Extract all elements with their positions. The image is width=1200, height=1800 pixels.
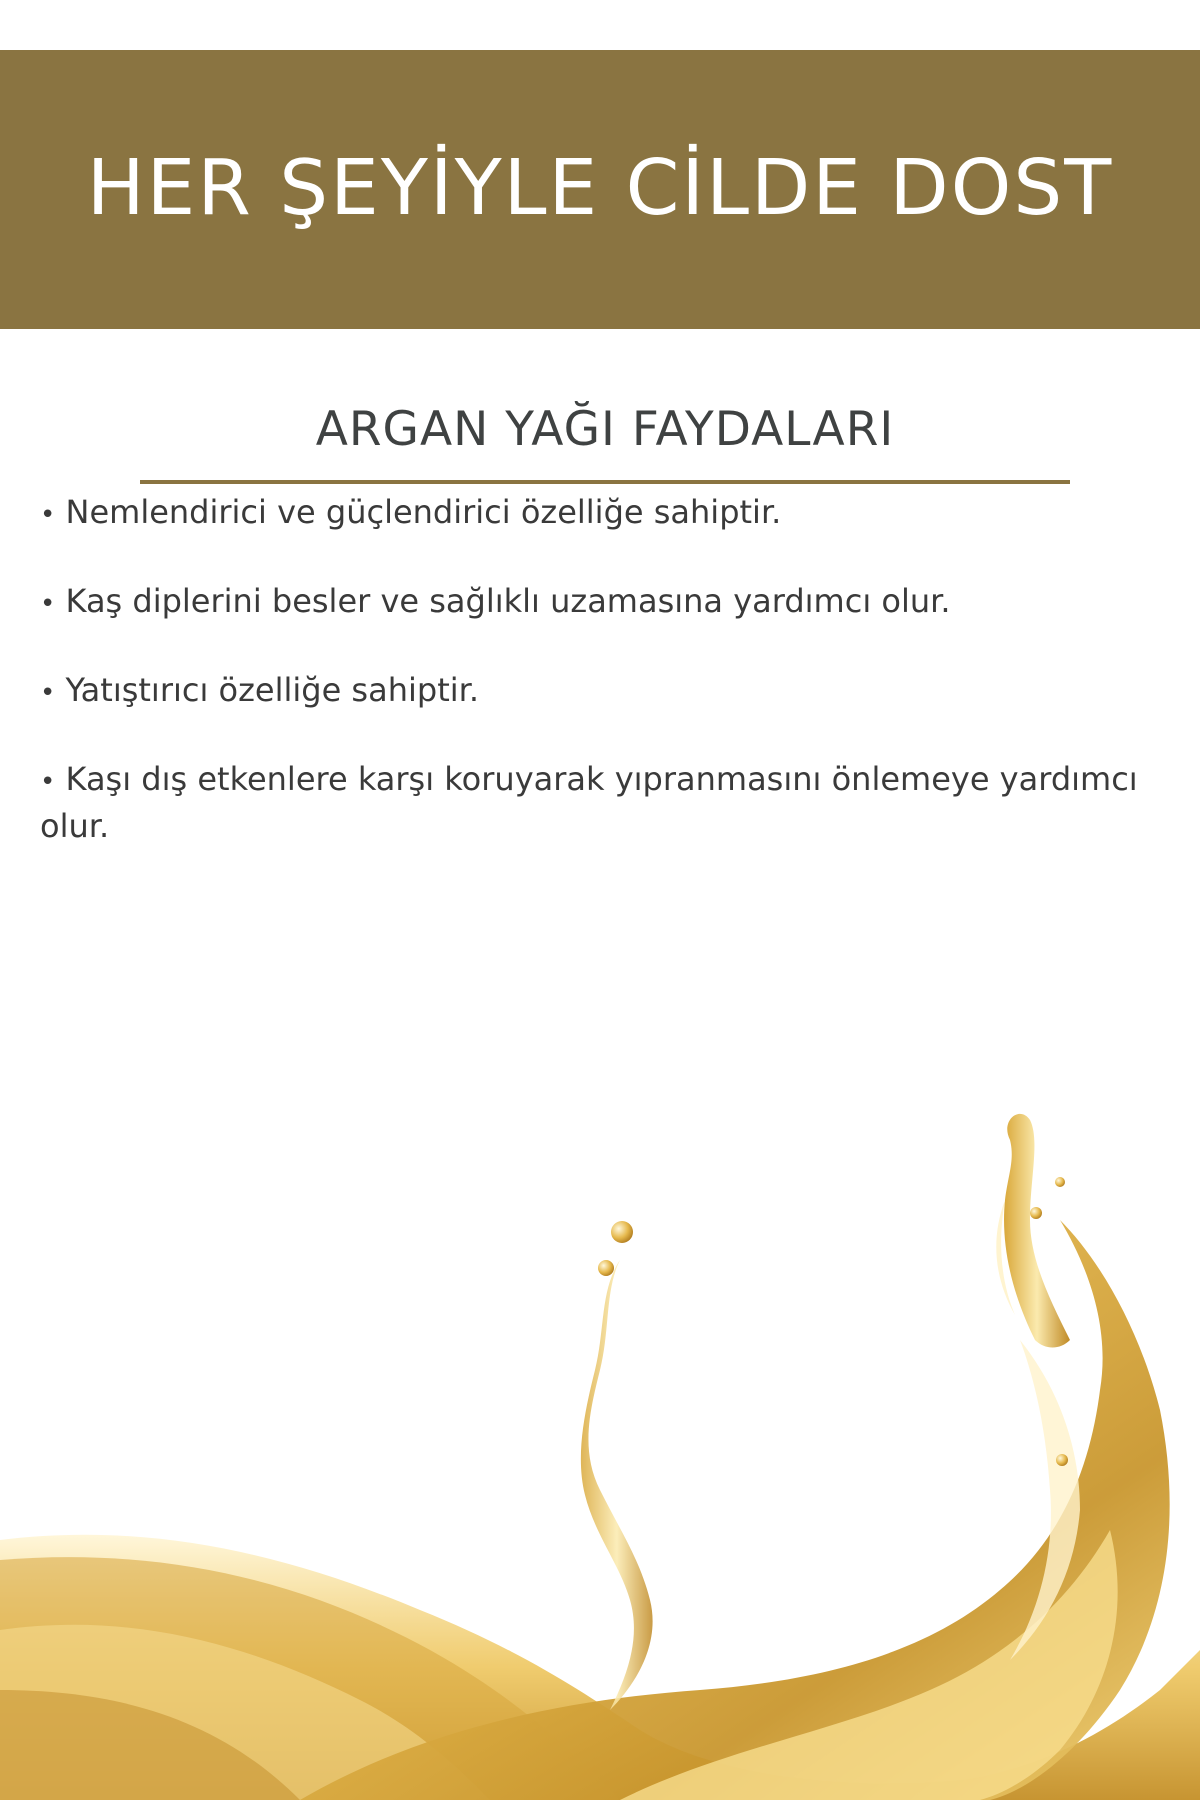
benefit-text: Kaşı dış etkenlere karşı koruyarak yıpranmasını önlemeye yardımcı olur. xyxy=(40,760,1138,845)
benefit-text: Kaş diplerini besler ve sağlıklı uzamasına yardımcı olur. xyxy=(65,582,951,620)
oil-droplet xyxy=(611,1221,633,1243)
benefit-text: Nemlendirici ve güçlendirici özelliğe sahiptir. xyxy=(65,493,782,531)
benefit-item xyxy=(40,579,1140,626)
header-banner xyxy=(0,50,1200,329)
benefit-item xyxy=(40,668,1140,715)
oil-droplet xyxy=(598,1260,614,1276)
benefit-text: Yatıştırıcı özelliğe sahiptir. xyxy=(65,671,480,709)
bullet-icon: • xyxy=(40,500,56,530)
bullet-icon: • xyxy=(40,589,56,619)
bullet-icon: • xyxy=(40,678,56,708)
section-title: ARGAN YAĞI FAYDALARI xyxy=(315,402,895,457)
benefits-list xyxy=(40,490,1140,890)
oil-tendril xyxy=(581,1260,653,1710)
benefit-item xyxy=(40,490,1140,537)
section-divider xyxy=(140,480,1070,484)
oil-droplet xyxy=(1030,1207,1042,1219)
oil-droplet xyxy=(1056,1454,1068,1466)
bullet-icon: • xyxy=(40,767,56,797)
banner-title: HER ŞEYİYLE CİLDE DOST xyxy=(86,144,1114,233)
oil-splash-illustration xyxy=(0,1090,1200,1800)
oil-droplet xyxy=(1055,1177,1065,1187)
benefit-item xyxy=(40,757,1140,848)
